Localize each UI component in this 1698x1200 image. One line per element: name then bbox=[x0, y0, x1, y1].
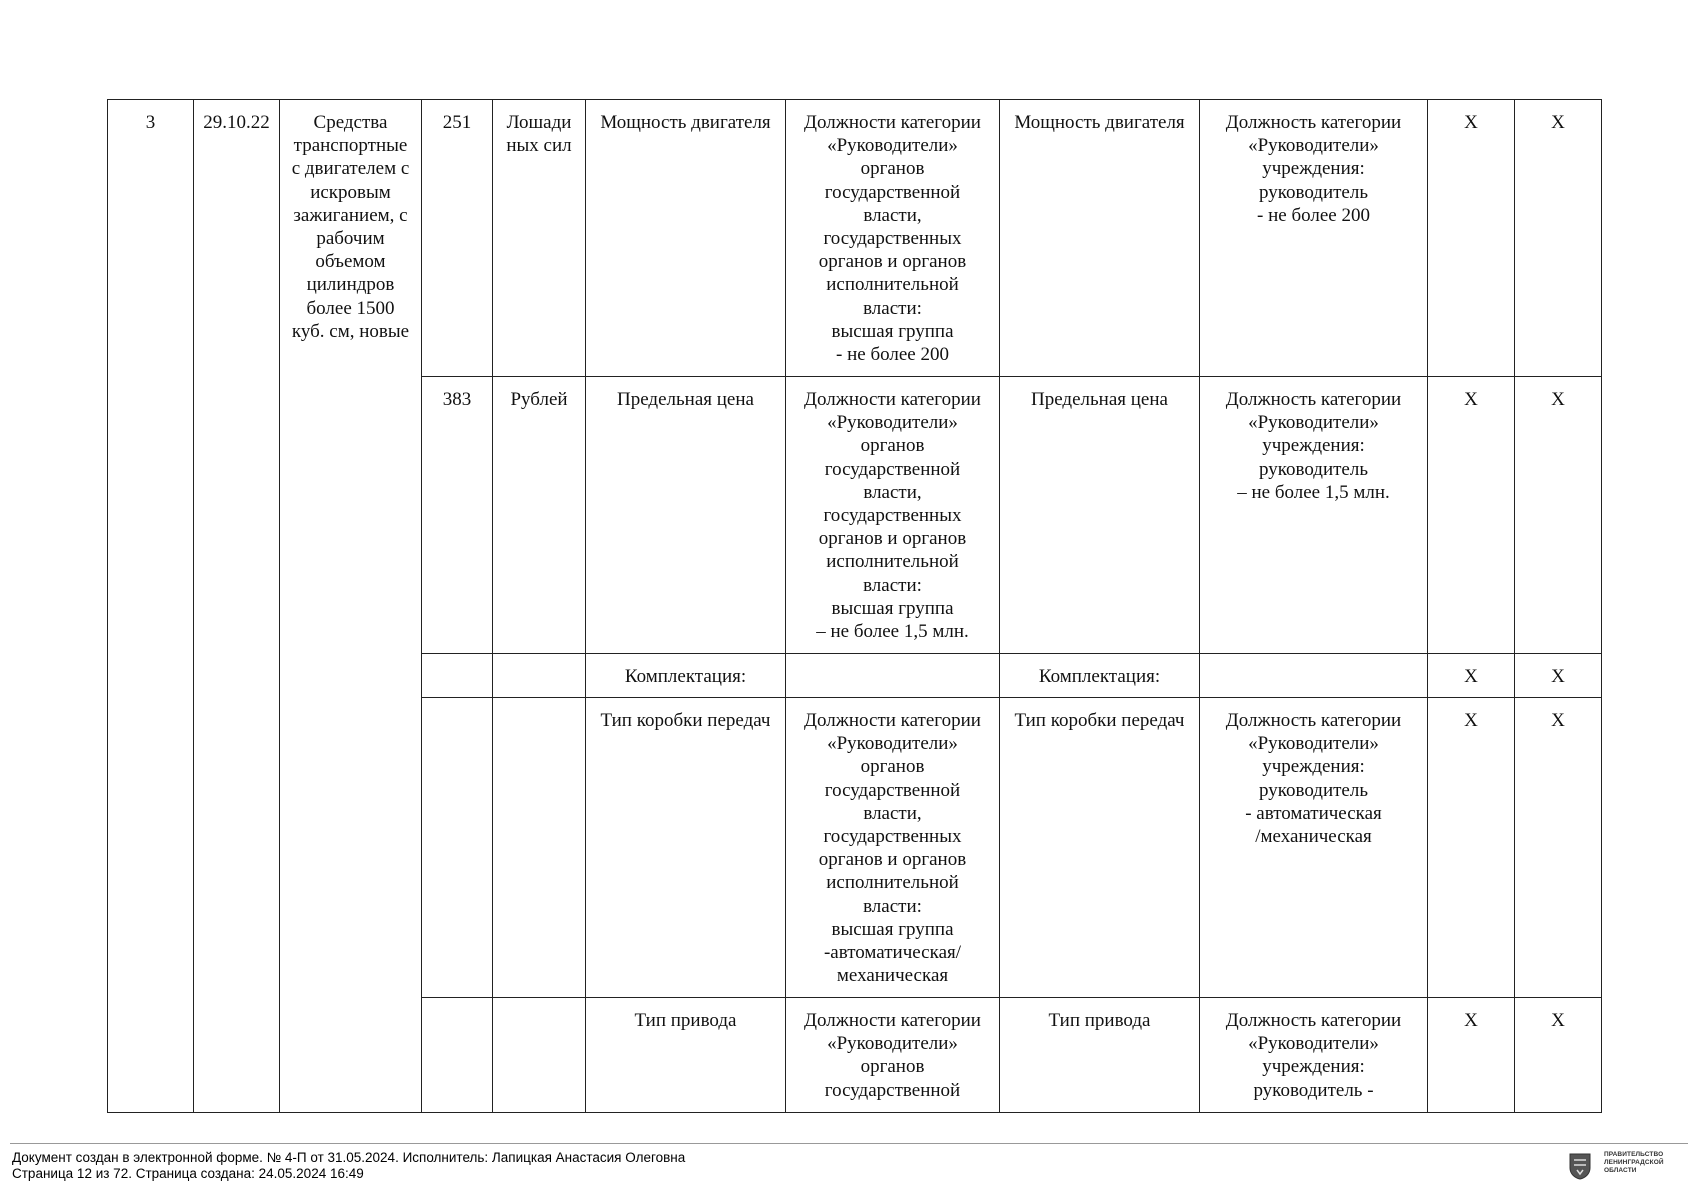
okei-code-cell bbox=[422, 698, 493, 998]
unit-cell bbox=[493, 654, 586, 698]
value-cell: Должности категории «Руководители» органов государственной власти, государственных органов и органов исполнительной власти: высшая группа - не более 200 bbox=[786, 100, 1000, 377]
value-cell-2: Должность категории «Руководители» учреждения: руководитель – не более 1,5 млн. bbox=[1200, 377, 1428, 654]
value-cell-2: Должность категории «Руководители» учреждения: руководитель - автоматическая /механическая bbox=[1200, 698, 1428, 998]
value-cell: Должности категории «Руководители» органов государственной bbox=[786, 998, 1000, 1113]
x-cell: X bbox=[1428, 100, 1515, 377]
unit-cell bbox=[493, 698, 586, 998]
footer-page-line: Страница 12 из 72. Страница создана: 24.05.2024 16:49 bbox=[12, 1166, 364, 1181]
characteristic-cell-2: Тип привода bbox=[1000, 998, 1200, 1113]
unit-cell: Рублей bbox=[493, 377, 586, 654]
characteristic-cell-2: Мощность двигателя bbox=[1000, 100, 1200, 377]
x-cell: X bbox=[1515, 654, 1602, 698]
okei-code-cell: 383 bbox=[422, 377, 493, 654]
footer-info bbox=[12, 1150, 685, 1182]
x-cell: X bbox=[1428, 654, 1515, 698]
date-cell: 29.10.22 bbox=[194, 100, 280, 1113]
characteristic-cell: Тип привода bbox=[586, 998, 786, 1113]
row-number-cell: 3 bbox=[108, 100, 194, 1113]
okei-code-cell: 251 bbox=[422, 100, 493, 377]
x-cell: X bbox=[1515, 100, 1602, 377]
value-cell: Должности категории «Руководители» органов государственной власти, государственных органов и органов исполнительной власти: высшая группа – не более 1,5 млн. bbox=[786, 377, 1000, 654]
x-cell: X bbox=[1428, 377, 1515, 654]
unit-cell: Лошади ных сил bbox=[493, 100, 586, 377]
characteristic-cell: Тип коробки передач bbox=[586, 698, 786, 998]
value-cell-2: Должность категории «Руководители» учреждения: руководитель - не более 200 bbox=[1200, 100, 1428, 377]
value-cell: Должности категории «Руководители» органов государственной власти, государственных органов и органов исполнительной власти: высшая группа -автоматическая/ механическая bbox=[786, 698, 1000, 998]
unit-cell bbox=[493, 998, 586, 1113]
characteristic-cell-2: Предельная цена bbox=[1000, 377, 1200, 654]
x-cell: X bbox=[1428, 698, 1515, 998]
x-cell: X bbox=[1428, 998, 1515, 1113]
x-cell: X bbox=[1515, 998, 1602, 1113]
characteristic-cell: Мощность двигателя bbox=[586, 100, 786, 377]
x-cell: X bbox=[1515, 698, 1602, 998]
table-row bbox=[108, 100, 1602, 377]
coat-of-arms-icon bbox=[1568, 1152, 1592, 1180]
requirements-table bbox=[107, 99, 1602, 1113]
okei-code-cell bbox=[422, 998, 493, 1113]
characteristic-cell: Комплектация: bbox=[586, 654, 786, 698]
okei-code-cell bbox=[422, 654, 493, 698]
footer-document-line: Документ создан в электронной форме. № 4-П от 31.05.2024. Исполнитель: Лапицкая Анастасия Олеговна bbox=[12, 1150, 686, 1165]
characteristic-cell: Предельная цена bbox=[586, 377, 786, 654]
logo-caption: ПРАВИТЕЛЬСТВО ЛЕНИНГРАДСКОЙ ОБЛАСТИ bbox=[1604, 1151, 1664, 1174]
characteristic-cell-2: Комплектация: bbox=[1000, 654, 1200, 698]
value-cell-2: Должность категории «Руководители» учреждения: руководитель - bbox=[1200, 998, 1428, 1113]
footer-divider bbox=[10, 1143, 1688, 1144]
product-name-cell: Средства транспортные с двигателем с искровым зажиганием, с рабочим объемом цилиндров более 1500 куб. см, новые bbox=[280, 100, 422, 1113]
x-cell: X bbox=[1515, 377, 1602, 654]
value-cell-2 bbox=[1200, 654, 1428, 698]
government-logo bbox=[1568, 1150, 1688, 1184]
value-cell bbox=[786, 654, 1000, 698]
characteristic-cell-2: Тип коробки передач bbox=[1000, 698, 1200, 998]
